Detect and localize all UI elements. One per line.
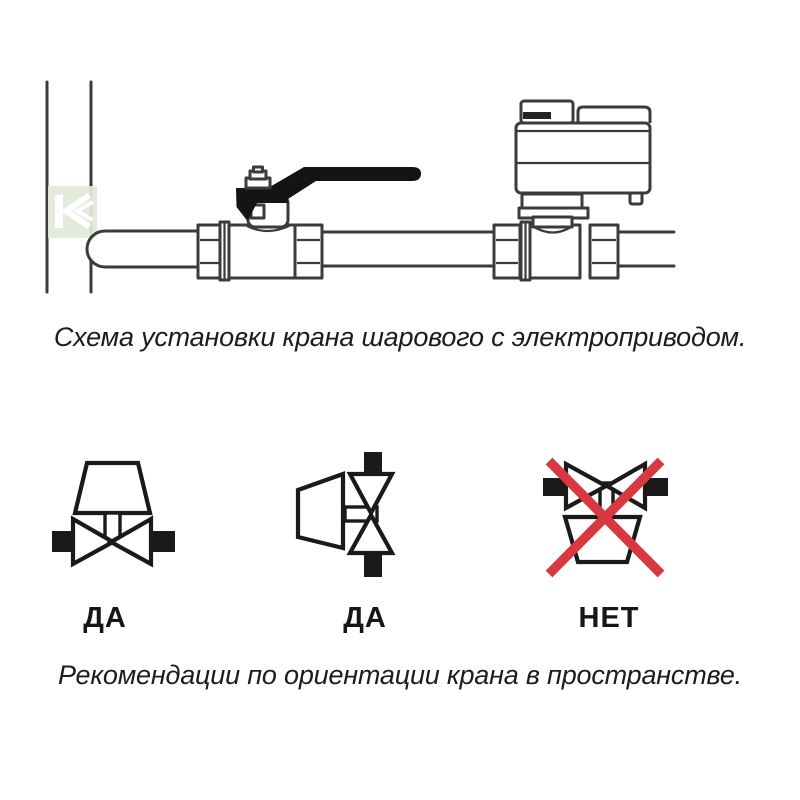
actuator-symbol [75,463,150,513]
orientation-icon-actuator-up [52,463,175,564]
diagram-caption: Схема установки крана шарового с электроприводом. [53,322,747,352]
orientation-icons [52,452,668,577]
pipe-middle [322,232,494,266]
valve-bonnet [533,217,572,227]
option-label-yes-1: ДА [83,602,127,634]
actuator-symbol [298,474,343,548]
motorized-ball-valve [494,217,618,280]
orientation-caption: Рекомендации по ориентации крана в пространстве. [58,660,742,690]
pipe-right [618,232,674,266]
pipe-left [87,231,198,267]
option-label-yes-2: ДА [343,602,387,634]
manual-ball-valve [198,167,421,280]
electric-actuator [516,101,650,218]
option-label-no: НЕТ [578,602,640,634]
actuator-body [516,123,650,193]
actuator-connector [630,193,642,204]
orientation-icon-actuator-down [543,461,668,574]
installation-diagram [47,82,674,292]
stem-nut [246,167,270,188]
watermark-logo [48,186,97,238]
orientation-icon-actuator-side [298,452,392,577]
